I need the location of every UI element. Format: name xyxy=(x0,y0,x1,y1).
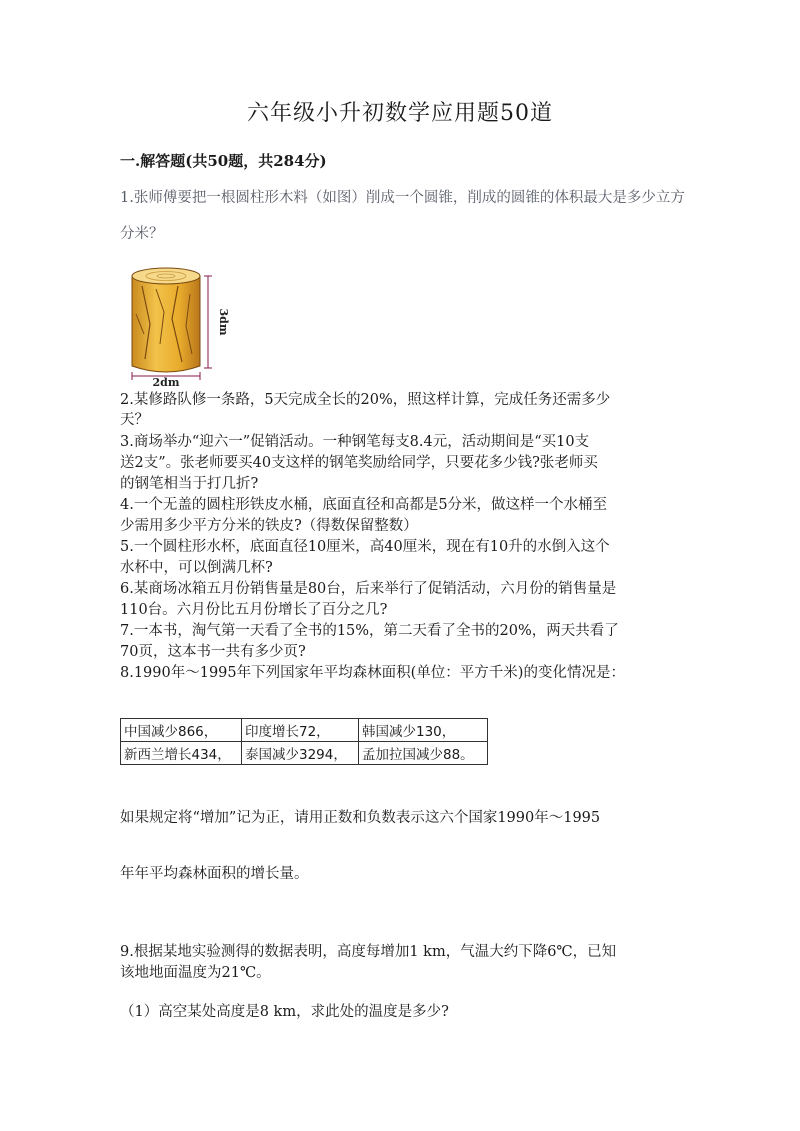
question-3-line-1: 3.商场举办“迎六一”促销活动。一种钢笔每支8.4元，活动期间是“买10支 xyxy=(120,434,590,450)
question-6-line-1: 6.某商场冰箱五月份销售量是80台，后来举行了促销活动，六月份的销售量是 xyxy=(120,581,617,597)
question-9-line-2: 该地地面温度为21℃。 xyxy=(120,965,271,981)
table-cell: 韩国减少130， xyxy=(359,719,488,742)
question-1-text-cont: 分米？ xyxy=(120,226,164,242)
question-3-line-2: 送2支”。张老师要买40支这样的钢笔奖励给同学，只要花多少钱?张老师买 xyxy=(120,455,598,471)
log-figure xyxy=(120,264,228,388)
table-row xyxy=(121,742,488,765)
question-4-line-1: 4.一个无盖的圆柱形铁皮水桶，底面直径和高都是5分米，做这样一个水桶至 xyxy=(120,497,608,513)
forest-area-table xyxy=(120,718,488,765)
question-6-line-2: 110台。六月份比五月份增长了百分之几? xyxy=(120,602,388,618)
question-9-line-1: 9.根据某地实验测得的数据表明，高度每增加1 km，气温大约下降6℃，已知 xyxy=(120,944,617,960)
table-row xyxy=(121,719,488,742)
question-5-line-1: 5.一个圆柱形水杯，底面直径10厘米，高40厘米，现在有10升的水倒入这个 xyxy=(120,539,610,555)
question-9-sub-1: （1）高空某处高度是8 km，求此处的温度是多少? xyxy=(120,1004,449,1020)
question-2-line-2: 天？ xyxy=(120,412,149,428)
question-8-after-1: 如果规定将“增加”记为正，请用正数和负数表示这六个国家1990年～1995 xyxy=(120,810,601,826)
question-8-line-1: 8.1990年～1995年下列国家年平均森林面积(单位：平方千米)的变化情况是： xyxy=(120,665,625,681)
table-cell: 泰国减少3294， xyxy=(242,742,359,765)
question-7-line-1: 7.一本书，淘气第一天看了全书的15%，第二天看了全书的20%，两天共看了 xyxy=(120,623,619,639)
question-2-line-1: 2.某修路队修一条路，5天完成全长的20%，照这样计算，完成任务还需多少 xyxy=(120,392,611,408)
section-heading: 一.解答题(共50题，共284分) xyxy=(120,152,327,170)
question-1-text: 1.张师傅要把一根圆柱形木料（如图）削成一个圆锥，削成的圆锥的体积最大是多少立方 xyxy=(120,190,685,206)
question-5-line-2: 水杯中，可以倒满几杯? xyxy=(120,560,273,576)
page-title: 六年级小升初数学应用题50道 xyxy=(247,101,553,126)
table-cell: 中国减少866， xyxy=(121,719,242,742)
table-cell: 印度增长72， xyxy=(242,719,359,742)
question-7-line-2: 70页，这本书一共有多少页? xyxy=(120,644,306,660)
question-3-line-3: 的钢笔相当于打几折? xyxy=(120,476,259,492)
diameter-label: 2dm xyxy=(152,376,180,389)
table-cell: 孟加拉国减少88。 xyxy=(359,742,488,765)
question-8-after-2: 年年平均森林面积的增长量。 xyxy=(120,866,309,882)
height-label: 3dm xyxy=(217,308,230,336)
table-cell: 新西兰增长434， xyxy=(121,742,242,765)
question-4-line-2: 少需用多少平方分米的铁皮?（得数保留整数） xyxy=(120,518,418,534)
